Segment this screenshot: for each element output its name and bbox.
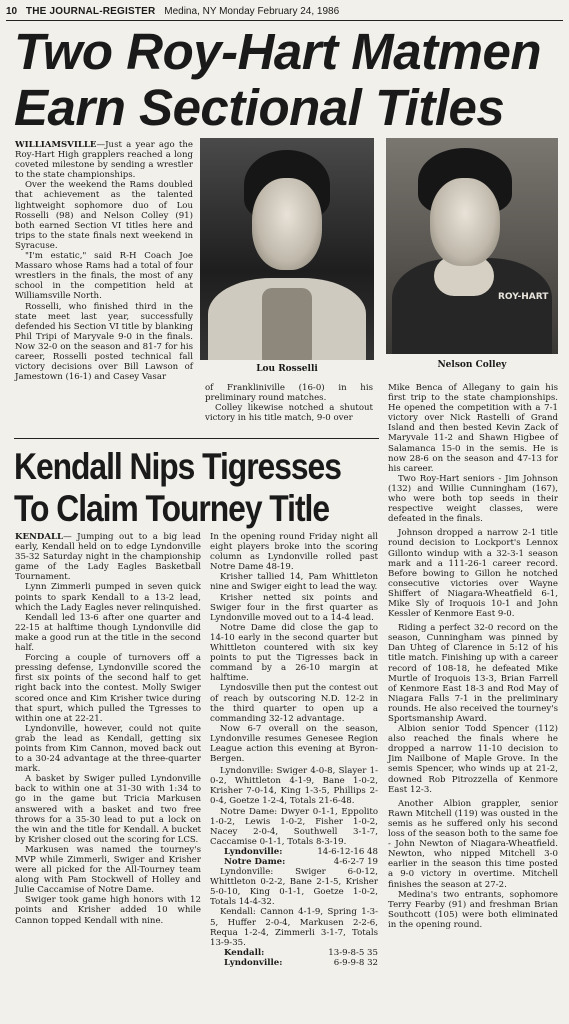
- box-score: [210, 766, 378, 968]
- story2-paragraph: Now 6-7 overall on the season, Lyndonville resumes Genesee Region League action this evening at Byron-Bergen.: [210, 723, 378, 765]
- paper-name: THE JOURNAL-REGISTER: [25, 6, 156, 17]
- photo1-caption: Lou Rosselli: [256, 364, 318, 374]
- story1-paragraph: Two Roy-Hart seniors - Jim Johnson (132) and Willie Cunningham (167), who were both top seeds in their respective weight classes, were defeated in the finals.: [388, 473, 558, 525]
- story1-paragraph: Albion senior Todd Spencer (112) also reached the finals where he dropped a narrow 11-10 decision to Jim Nailbone of Maple Grove. In the semis Spencer, who winds up at 21-2, downed Rob Pitrozzella of Kenmore East 12-3.: [388, 724, 558, 795]
- story1-column-3: [388, 383, 558, 930]
- story2-paragraph: Lynn Zimmerli pumped in seven quick points to spark Kendall to a 13-2 lead, which the Lady Eagles never relinquished.: [15, 582, 201, 613]
- story2-headline-line2: To Claim Tourney Title: [14, 488, 329, 529]
- photo2-caption: Nelson Colley: [437, 360, 507, 370]
- story1-paragraph: Colley likewise notched a shutout victory in his title match, 9-0 over: [205, 403, 373, 424]
- photo-nelson-colley: [386, 138, 558, 354]
- story1-paragraph: Over the weekend the Rams doubled that achievement as the talented lightweight sophomore duo of Lou Rosselli (98) and Nelson Colley (91) both earned Section VI titles here and trips to the state finals next weekend in Syracuse.: [15, 180, 193, 251]
- story1-paragraph: Medina's two entrants, sophomore Terry Fearby (91) and freshman Brian Southcott (105) were both eliminated in the opening round.: [388, 889, 558, 930]
- masthead-rule: [6, 20, 563, 21]
- story2-paragraph: Krisher tallied 14, Pam Whittleton nine and Swiger eight to lead the way.: [210, 572, 378, 593]
- box-score-quarters-row: Lyndonville: 14-6-12-16 48: [224, 846, 378, 857]
- story2-top-rule: [14, 438, 379, 439]
- dateline: Medina, NY Monday February 24, 1986: [164, 6, 340, 17]
- story1-column-1: [15, 140, 193, 382]
- story1-headline-line2: Earn Sectional Titles: [14, 79, 505, 136]
- story2-dateline: KENDALL: [15, 532, 64, 542]
- story1-paragraph: Another Albion grappler, senior Rawn Mitchell (119) was ousted in the semis as he suffered only his second loss of the season both to the same foe - John Newton of Niagara-Wheatfield. Newton, who nipped Mitchell 3-0 earlier in the season this time posted a 9-0 victory in overtime. Mitchell finishes the season at 27-2.: [388, 798, 558, 890]
- story1-paragraph: Mike Benca of Allegany to gain his first trip to the state championships. He opened the competition with a 7-1 victory over Nick Rastelli of Grand Island and then bested Kevin Zack of Maryvale 11-2 and Shawn Higbee of Salamanca 15-0 in the semis. He is now 28-6 on the season and 47-13 for his career.: [388, 383, 558, 474]
- photo-lou-rosselli: [200, 138, 374, 360]
- shirt-lettering: ROY-HART: [498, 292, 549, 302]
- story2-column-2: [210, 532, 378, 968]
- story1-paragraph: Rosselli, who finished third in the state meet last year, successfully defended his Section VI title by blanking Phil Tripi of Maryvale 9-0 in the finals. Now 32-0 on the season and 81-7 for his career, Rosselli posted technical fall victory decisions over Bill Lawson of Jamestown (16-1) and Casey Vasar: [15, 301, 193, 383]
- story1-dateline: WILLIAMSVILLE: [15, 140, 97, 150]
- box-score-quarters-row: Kendall: 13-9-8-5 35: [224, 947, 378, 958]
- box-score-line: Kendall: Cannon 4-1-9, Spring 1-3-5, Huffer 2-0-4, Markusen 2-2-6, Requa 1-2-4, Zimmerli 3-1-7, Totals 13-9-35.: [210, 907, 378, 948]
- box-score-line: Lyndonville: Swiger 4-0-8, Slayer 1-0-2, Whittleton 4-1-9, Bane 1-0-2, Krisher 7-0-14, King 1-3-5, Phillips 2-0-4, Goetze 1-2-4, Totals 21-6-48.: [210, 766, 378, 807]
- story2-paragraph: Forcing a couple of turnovers off a pressing defense, Lyndonville scored the first six points of the second half to get right back into the contest. Molly Swiger scored once and Kim Krisher twice during that spurt, which pulled the Tgresses to within one at 22-21.: [15, 653, 201, 724]
- story2-paragraph: Notre Dame did close the gap to 14-10 early in the second quarter but Whittleton countered with six key points to put the Tigresses back in command by a 26-10 margin at halftime.: [210, 622, 378, 684]
- story2-paragraph: Lyndonville, however, could not quite grab the lead as Kendall, getting six points from Kim Cannon, moved back out to a 30-24 advantage at the three-quarter mark.: [15, 723, 201, 775]
- story1-paragraph: "I'm estatic," said R-H Coach Joe Massaro whose Rams had a total of four wrestlers in the finals, the most of any school in the competition held at Williamsville North.: [15, 251, 193, 302]
- story1-paragraph: Johnson dropped a narrow 2-1 title round decision to Lockport's Lennox Gillonto windup with a 32-3-1 season mark and a 111-26-1 career record. Before bowing to Gillon he notched consecutive victories over Wayne Shiffert of Niagara-Wheatfield 6-1, Mike Sly of Iroquois 10-1 and John Kessler of Kenmore East 9-0.: [388, 528, 558, 620]
- story2-paragraph: KENDALL— Jumping out to a big lead early, Kendall held on to edge Lyndonville 35-32 Saturday night in the championship game of the Lady Eagles Basketball Tournament.: [15, 532, 201, 583]
- box-score-quarters-row: Lyndonville: 6-9-9-8 32: [224, 957, 378, 968]
- story2-headline-line1: Kendall Nips Tigresses: [14, 446, 341, 487]
- box-score-quarters-row: Notre Dame: 4-6-2-7 19: [224, 857, 378, 867]
- story2-paragraph: In the opening round Friday night all eight players broke into the scoring column as Lyndonville rolled past Notre Dame 48-19.: [210, 532, 378, 573]
- story2-paragraph: Markusen was named the tourney's MVP while Zimmerli, Swiger and Krisher were all picked for the All-Tourney team along with Pam Stockwell of Holley and Julie Caccamise of Notre Dame.: [15, 844, 201, 896]
- story2-paragraph: Kendall led 13-6 after one quarter and 22-15 at halftime though Lyndonville did make a good run at the title in the second half.: [15, 612, 201, 654]
- story2-paragraph: Krisher netted six points and Swiger four in the first quarter as Lyndonville moved out to a 14-4 lead.: [210, 592, 378, 623]
- story1-column-2: [205, 383, 373, 423]
- page-number: 10: [6, 6, 18, 17]
- story2-column-1: [15, 532, 201, 926]
- story2-headline: [14, 446, 404, 530]
- story2-paragraph: Lyndosville then put the contest out of reach by outscoring N.D. 12-2 in the third quarter to open up a commanding 32-12 advantage.: [210, 683, 378, 724]
- story1-paragraph: of Frankliniville (16-0) in his preliminary round matches.: [205, 383, 373, 404]
- box-score-line: Notre Dame: Dwyer 0-1-1, Eppolito 1-0-2, Lewis 1-0-2, Fisher 1-0-2, Nacey 2-0-4, Southwell 3-1-7, Caccamise 0-1-1, Totals 8-3-19.: [210, 806, 378, 847]
- story1-headline: [14, 24, 559, 136]
- story1-paragraph: Riding a perfect 32-0 record on the season, Cunningham was pinned by Dan Uhteg of Clarence in 5:12 of his title match. Finishing up with a career record of 108-18, he defeated Mike Murtle of Iroquois 13-3, Brian Farrell of Kenmore East 18-3 and Rod May of Niagara Falls 7-1 in the preliminary rounds. He also received the tourney's Sportsmanship Award.: [388, 623, 558, 724]
- story2-paragraph: A basket by Swiger pulled Lyndonville back to within one at 31-30 with 1:34 to go in the game but Tricia Markusen answered with a basket and two free throws for a 35-30 lead to put a lock on the win and the title for Kendall. A bucket by Krisher closed out the scoring for LCS.: [15, 774, 201, 845]
- box-score-line: Lyndonville: Swiger 6-0-12, Whittleton 0-2-2, Bane 2-1-5, Krisher 5-0-10, King 0-1-1, Goetze 1-0-2, Totals 14-4-32.: [210, 867, 378, 908]
- story2-paragraph: Swiger took game high honors with 12 points and Krisher added 10 while Cannon topped Kendall with nine.: [15, 895, 201, 926]
- story1-paragraph: WILLIAMSVILLE—Just a year ago the Roy-Hart High grapplers reached a long coveted milestone by sending a wrestler to the state championships.: [15, 140, 193, 181]
- story1-headline-line1: Two Roy-Hart Matmen: [14, 23, 541, 80]
